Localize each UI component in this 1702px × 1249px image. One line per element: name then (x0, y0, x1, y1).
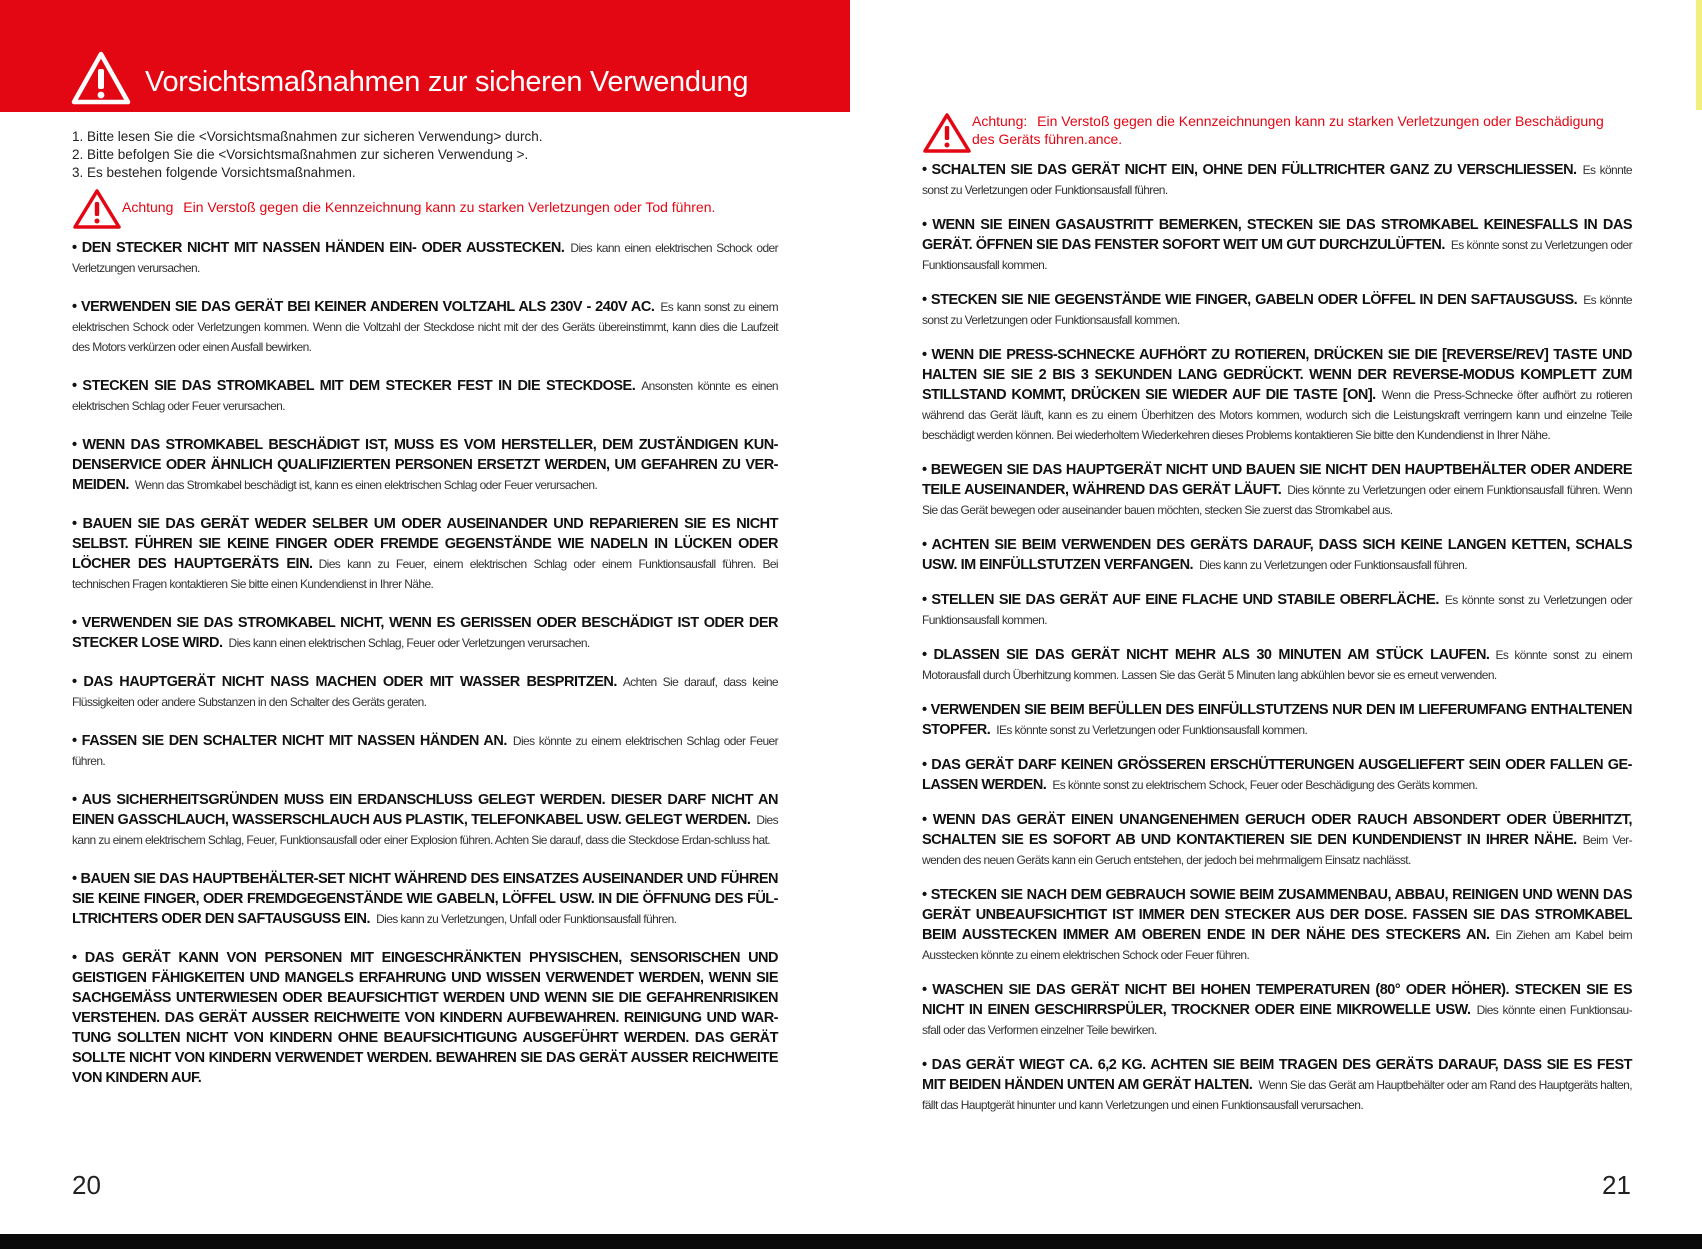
precaution-body: Dies kann zu Verletzungen, Unfall oder Funktionsausfall führen. (376, 912, 677, 926)
precaution-heading: • ACHTEN SIE BEIM VERWENDEN DES GERÄTS DARAUF, DASS SICH KEINE LANGEN KETTEN, SCHALS USW. IM EINFÜLLSTUTZEN VERFANGEN. (922, 537, 1632, 573)
caution-notice-left (72, 188, 772, 230)
precaution-body: Es könnte sonst zu einem Motorausfall durch Überhitzung kommen. Lassen Sie das Gerät 5 Minuten lang abkühlen bevor sie es erneut verwenden. (922, 648, 1632, 682)
precaution-heading: • VERWENDEN SIE DAS GERÄT BEI KEINER ANDEREN VOLTZAHL ALS 230V - 240V AC. (72, 299, 655, 315)
precaution-item (922, 460, 1632, 520)
precaution-heading: • DAS GERÄT DARF KEINEN GRÖSSEREN ERSCHÜTTERUNGEN AUSGELIEFERT SEIN ODER FALLEN GE-LASSEN WERDEN. (922, 757, 1632, 793)
caution-text: Ein Verstoß gegen die Kennzeichnung kann zu starken Verletzungen oder Tod führen. (183, 199, 716, 215)
precaution-item (72, 435, 778, 495)
precaution-heading: • DAS GERÄT KANN VON PERSONEN MIT EINGESCHRÄNKTEN PHYSISCHEN, SENSORISCHEN UND GEISTIGEN FÄHIGKEITEN UND MANGELS ERFAHRUNG UND WISSEN VERWENDET WERDEN, WENN SIE SACHGEMÄSS UNTERWIESEN ODER BEAUFSICHTIGT WERDEN UND WENN SIE DIE GEFAHRENRISIKEN VERSTEHEN. DAS GERÄT AUSSER REICHWEITE VON KINDERN AUFBEWAHREN. REINIGUNG UND WAR-TUNG SOLLTEN NICHT VON KINDERN OHNE BEAUFSICHTIGUNG AUSGEFÜHRT WERDEN. DAS GERÄT SOLLTE NICHT VON KINDERN VERWENDET WERDEN. BEWAHREN SIE DAS GERÄT AUSSER REICHWEITE VON KINDERN AUF. (72, 950, 778, 1086)
precaution-heading: • FASSEN SIE DEN SCHALTER NICHT MIT NASSEN HÄNDEN AN. (72, 733, 507, 749)
page-edge-mark (1696, 0, 1702, 110)
precaution-heading: • BEWEGEN SIE DAS HAUPTGERÄT NICHT UND BAUEN SIE NICHT DEN HAUPTBEHÄLTER ODER ANDERE TEILE AUSEINANDER, WÄHREND DAS GERÄT LÄUFT. (922, 462, 1632, 498)
warning-triangle-icon (922, 112, 972, 154)
precaution-heading: • WENN DIE PRESS-SCHNECKE AUFHÖRT ZU ROTIEREN, DRÜCKEN SIE DIE [REVERSE/REV] TASTE UND HALTEN SIE SIE 2 BIS 3 SEKUNDEN LANG GEDRÜCKT. WENN DER REVERSE-MODUS KOMPLETT ZUM STILLSTAND KOMMT, DRÜCKEN SIE WIEDER AUF DIE TASTE [ON]. (922, 347, 1632, 403)
precaution-body: Dies könnte zu Verletzungen oder einem Funktionsausfall führen. Wenn Sie das Gerät bewegen oder auseinander bauen möchten, stecken Sie zuerst das Stromkabel aus. (922, 483, 1633, 517)
precaution-body: Es könnte sonst zu Verletzungen oder Funktionsausfall führen. (922, 163, 1633, 197)
precaution-body: Achten Sie darauf, dass keine Flüssigkeiten oder andere Substanzen in den Schalter des Geräts geraten. (72, 675, 778, 709)
bottom-bar (0, 1234, 1702, 1249)
precaution-body: Dies kann zu einem elektrischem Schlag, Feuer, Funktionsausfall oder einer Explosion führen. Achten Sie darauf, dass die Steckdose Erdan-schluss hat. (72, 813, 778, 847)
precaution-heading: • VERWENDEN SIE DAS STROMKABEL NICHT, WENN ES GERISSEN ODER BESCHÄDIGT IST ODER DER STECKER LOSE WIRD. (72, 615, 778, 651)
precaution-heading: • DAS HAUPTGERÄT NICHT NASS MACHEN ODER MIT WASSER BESPRITZEN. (72, 674, 617, 690)
precaution-body: IEs könnte sonst zu Verletzungen oder Funktionsausfall kommen. (996, 723, 1308, 737)
intro-line: 2. Bitte befolgen Sie die <Vorsichtsmaßnahmen zur sicheren Verwendung >. (72, 147, 529, 162)
precaution-body: Es könnte sonst zu Verletzungen oder Funktionsausfall kommen. (922, 293, 1632, 327)
precaution-heading: • SCHALTEN SIE DAS GERÄT NICHT EIN, OHNE DEN FÜLLTRICHTER GANZ ZU VERSCHLIESSEN. (922, 162, 1577, 178)
precaution-heading: • WENN DAS STROMKABEL BESCHÄDIGT IST, MUSS ES VOM HERSTELLER, DEM ZUSTÄNDIGEN KUN-DENSERVICE ODER ÄHNLICH QUALIFIZIERTEN PERSONEN ERSETZT WERDEN, UM GEFAHREN ZU VER-MEIDEN. (72, 437, 778, 493)
precaution-heading: • WENN SIE EINEN GASAUSTRITT BEMERKEN, STECKEN SIE DAS STROMKABEL KEINESFALLS IN DAS GERÄT. ÖFFNEN SIE DAS FENSTER SOFORT WEIT UM GUT DURCHZULÜFTEN. (922, 217, 1632, 253)
precaution-heading: • STECKEN SIE DAS STROMKABEL MIT DEM STECKER FEST IN DIE STECKDOSE. (72, 378, 636, 394)
warning-triangle-icon (72, 188, 122, 230)
precaution-body: Ein Ziehen am Kabel beim Ausstecken könnte zu einem elektrischen Schock oder Feuer führen. (922, 928, 1633, 962)
precaution-body: Dies könnte zu einem elektrischen Schlag oder Feuer führen. (72, 734, 778, 768)
precaution-heading: • WENN DAS GERÄT EINEN UNANGENEHMEN GERUCH ODER RAUCH ABSONDERT ODER ÜBERHITZT, SCHALTEN SIE ES SOFORT AB UND KONTAKTIEREN SIE DEN KUNDENDIENST IN IHRER NÄHE. (922, 812, 1632, 848)
precaution-item (922, 810, 1632, 870)
precaution-body: Es könnte sonst zu Verletzungen oder Funktionsausfall kommen. (922, 593, 1632, 627)
caution-text: Ein Verstoß gegen die Kennzeichnungen kann zu starken Verletzungen oder Beschädigung des Geräts führen.ance. (972, 113, 1604, 147)
precaution-item (922, 590, 1632, 630)
precaution-item (922, 700, 1632, 740)
right-column (922, 160, 1632, 1130)
precaution-body: Es könnte sonst zu elektrischem Schock, Feuer oder Beschädigung des Geräts kommen. (1052, 778, 1478, 792)
page-number-right: 21 (1602, 1170, 1631, 1200)
precaution-item (922, 535, 1632, 575)
precaution-heading: • STELLEN SIE DAS GERÄT AUF EINE FLACHE UND STABILE OBERFLÄCHE. (922, 592, 1439, 608)
precaution-body: Beim Ver-wenden des neuen Geräts kann ein Geruch entstehen, der jedoch bei mehrmaligem Einsatz nachlässt. (922, 833, 1632, 867)
precaution-body: Wenn die Press-Schnecke öfter aufhört zu rotieren während das Gerät läuft, kann es zu einem Überhitzen des Motors kommen, wodurch sich die Leistungskraft verringern kann und einzelne Teile beschädigt werden können. Bei wiederholtem Wiederkehren dieses Problems kontaktieren Sie bitte den Kundendienst in Ihrer Nähe. (922, 388, 1632, 442)
precaution-heading: • BAUEN SIE DAS HAUPTBEHÄLTER-SET NICHT WÄHREND DES EINSATZES AUSEINANDER UND FÜHREN SIE KEINE FINGER, ODER FREMDGEGENSTÄNDE WIE GABELN, LÖFFEL USW. IN DIE ÖFFNUNG DES FÜL-LTRICHTERS ODER DEN SAFTAUSGUSS EIN. (72, 871, 778, 927)
intro-line: 1. Bitte lesen Sie die <Vorsichtsmaßnahmen zur sicheren Verwendung> durch. (72, 129, 543, 144)
precaution-item (922, 645, 1632, 685)
precaution-body: Wenn das Stromkabel beschädigt ist, kann es einen elektrischen Schlag oder Feuer verursachen. (134, 478, 598, 492)
precaution-body: Es kann sonst zu einem elektrischen Schock oder Verletzungen kommen. Wenn die Voltzahl der Steckdose nicht mit der des Geräts übereinstimmt, kann dies die Laufzeit des Motors verkürzen oder einen Ausfall bewirken. (72, 300, 779, 354)
intro-line: 3. Es bestehen folgende Vorsichtsmaßnahmen. (72, 165, 356, 180)
precaution-body: Dies könnte einen Funktionsau-sfall oder das Verformen einzelner Teile bewirken. (922, 1003, 1632, 1037)
precaution-body: Es könnte sonst zu Verletzungen oder Funktionsausfall kommen. (922, 238, 1632, 272)
precaution-item (922, 345, 1632, 445)
precaution-item (72, 948, 778, 1088)
precaution-heading: • VERWENDEN SIE BEIM BEFÜLLEN DES EINFÜLLSTUTZENS NUR DEN IM LIEFERUMFANG ENTHALTENEN STOPFER. (922, 702, 1632, 738)
precaution-heading: • BAUEN SIE DAS GERÄT WEDER SELBER UM ODER AUSEINANDER UND REPARIEREN SIE ES NICHT SELBST. FÜHREN SIE KEINE FINGER ODER FREMDE GEGENSTÄNDE WIE NADELN IN LÜCKEN ODER LÖCHER DES HAUPTGERÄTS EIN. (72, 516, 778, 572)
precaution-item (72, 869, 778, 929)
caution-notice-right (922, 112, 1622, 154)
precaution-item (922, 885, 1632, 965)
precaution-body: Dies kann zu Verletzungen oder Funktionsausfall führen. (1199, 558, 1467, 572)
precaution-item (922, 755, 1632, 795)
precaution-heading: • DLASSEN SIE DAS GERÄT NICHT MEHR ALS 30 MINUTEN AM STÜCK LAUFEN. (922, 647, 1490, 663)
precaution-item (72, 297, 778, 357)
warning-triangle-icon (70, 50, 132, 106)
precaution-item (72, 238, 778, 278)
precaution-heading: • STECKEN SIE NIE GEGENSTÄNDE WIE FINGER, GABELN ODER LÖFFEL IN DEN SAFTAUSGUSS. (922, 292, 1578, 308)
precaution-heading: • STECKEN SIE NACH DEM GEBRAUCH SOWIE BEIM ZUSAMMENBAU, ABBAU, REINIGEN UND WENN DAS GERÄT UNBEAUFSICHTIGT IST IMMER DEN STECKER AUS DER DOSE. FASSEN SIE DAS STROMKABEL BEIM AUSSTECKEN IMMER AM OBEREN ENDE IN DER NÄHE DES STECKERS AN. (922, 887, 1632, 943)
intro-list (72, 128, 762, 182)
precaution-item (922, 290, 1632, 330)
page-title: Vorsichtsmaßnahmen zur sicheren Verwendung (145, 66, 749, 98)
precaution-item (72, 613, 778, 653)
precaution-item (922, 980, 1632, 1040)
precaution-item (72, 731, 778, 771)
precaution-heading: • DEN STECKER NICHT MIT NASSEN HÄNDEN EIN- ODER AUSSTECKEN. (72, 240, 565, 256)
precaution-body: Dies kann zu Feuer, einem elektrischen Schlag oder einem Funktionsausfall führen. Bei technischen Fragen kontaktieren Sie bitte einen Kundendienst in Ihrer Nähe. (72, 557, 778, 591)
caution-label: Achtung: (972, 113, 1028, 129)
precaution-item (922, 160, 1632, 200)
precaution-item (922, 215, 1632, 275)
precaution-item (72, 790, 778, 850)
left-column (72, 238, 778, 1107)
precaution-heading: • WASCHEN SIE DAS GERÄT NICHT BEI HOHEN TEMPERATUREN (80° ODER HÖHER). STECKEN SIE ES NICHT IN EINEN GESCHIRRSPÜLER, TROCKNER ODER EINE MIKROWELLE USW. (922, 982, 1632, 1018)
precaution-item (922, 1055, 1632, 1115)
precaution-item (72, 376, 778, 416)
precaution-heading: • DAS GERÄT WIEGT CA. 6,2 KG. ACHTEN SIE BEIM TRAGEN DES GERÄTS DARAUF, DASS SIE ES FEST MIT BEIDEN HÄNDEN UNTEN AM GERÄT HALTEN. (922, 1057, 1632, 1093)
precaution-body: Dies kann einen elektrischen Schock oder Verletzungen verursachen. (72, 241, 778, 275)
precaution-heading: • AUS SICHERHEITSGRÜNDEN MUSS EIN ERDANSCHLUSS GELEGT WERDEN. DIESER DARF NICHT AN EINEN GASSCHLAUCH, WASSERSCHLAUCH AUS PLASTIK, TELEFONKABEL USW. GELEGT WERDEN. (72, 792, 778, 828)
precaution-body: Dies kann einen elektrischen Schlag, Feuer oder Verletzungen verursachen. (228, 636, 590, 650)
precaution-item (72, 514, 778, 594)
header-band (0, 0, 850, 112)
precaution-body: Wenn Sie das Gerät am Hauptbehälter oder am Rand des Hauptgeräts halten, fällt das Hauptgerät hinunter und kann Verletzungen und einen Funktionsausfall verursachen. (922, 1078, 1632, 1112)
precaution-item (72, 672, 778, 712)
precaution-body: Ansonsten könnte es einen elektrischen Schlag oder Feuer verursachen. (72, 379, 778, 413)
caution-label: Achtung (122, 199, 174, 215)
page-number-left: 20 (72, 1170, 101, 1200)
